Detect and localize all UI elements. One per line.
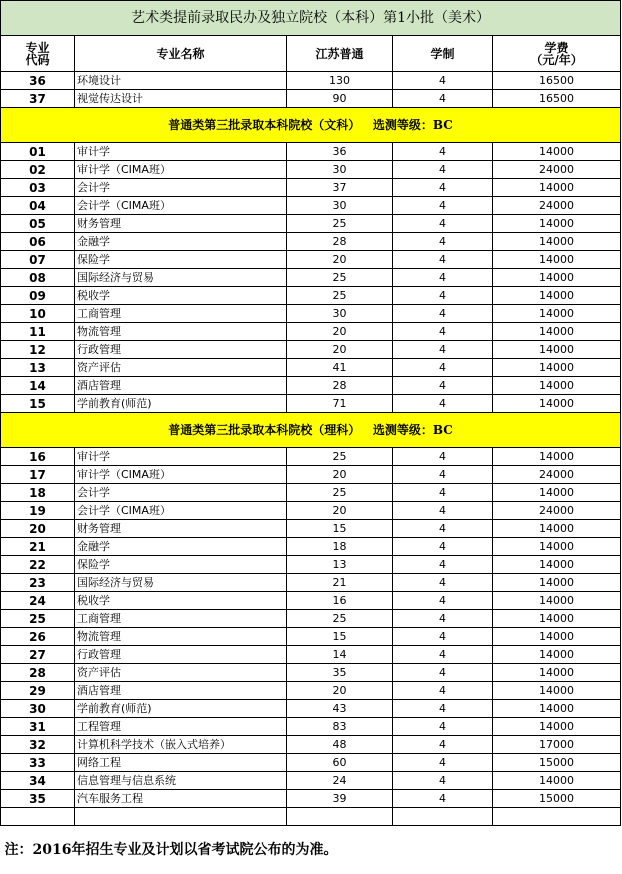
- major-code-cell: 26: [1, 628, 75, 646]
- fee-cell: 14000: [493, 664, 621, 682]
- years-cell: 4: [393, 287, 493, 305]
- major-code-cell: 19: [1, 502, 75, 520]
- section-wenke-row: [1, 108, 621, 143]
- table-row: [1, 574, 621, 592]
- years-cell: 4: [393, 790, 493, 808]
- plan-count-cell: 30: [287, 197, 393, 215]
- plan-count-cell: 60: [287, 754, 393, 772]
- fee-cell: 14000: [493, 323, 621, 341]
- plan-count-cell: 90: [287, 90, 393, 108]
- plan-count-cell: 43: [287, 700, 393, 718]
- major-code-cell: 27: [1, 646, 75, 664]
- fee-cell: 14000: [493, 377, 621, 395]
- header-years: 学制: [393, 36, 493, 72]
- major-name-cell: 资产评估: [75, 359, 287, 377]
- major-code-cell: 09: [1, 287, 75, 305]
- plan-count-cell: 71: [287, 395, 393, 413]
- years-cell: 4: [393, 143, 493, 161]
- table-row: [1, 772, 621, 790]
- major-name-cell: 工商管理: [75, 305, 287, 323]
- fee-cell: 14000: [493, 592, 621, 610]
- years-cell: 4: [393, 772, 493, 790]
- fee-cell: 14000: [493, 215, 621, 233]
- major-name-cell: 审计学: [75, 143, 287, 161]
- plan-count-cell: 13: [287, 556, 393, 574]
- major-name-cell: 审计学（CIMA班）: [75, 161, 287, 179]
- plan-count-cell: 30: [287, 305, 393, 323]
- fee-cell: 24000: [493, 161, 621, 179]
- fee-cell: 14000: [493, 520, 621, 538]
- major-code-cell: 24: [1, 592, 75, 610]
- years-cell: 4: [393, 610, 493, 628]
- fee-cell: 24000: [493, 502, 621, 520]
- empty-cell: [75, 808, 287, 826]
- major-name-cell: 税收学: [75, 287, 287, 305]
- table-row: [1, 484, 621, 502]
- major-code-cell: 31: [1, 718, 75, 736]
- major-code-cell: 04: [1, 197, 75, 215]
- table-row: [1, 287, 621, 305]
- major-code-cell: 10: [1, 305, 75, 323]
- fee-cell: 14000: [493, 287, 621, 305]
- section-like-heading: 普通类第三批录取本科院校（理科） 选测等级：BC: [1, 413, 621, 448]
- header-fee-line2: （元/年）: [493, 54, 620, 66]
- fee-cell: 14000: [493, 538, 621, 556]
- major-name-cell: 物流管理: [75, 323, 287, 341]
- fee-cell: 15000: [493, 790, 621, 808]
- table-row: [1, 215, 621, 233]
- major-code-cell: 16: [1, 448, 75, 466]
- table-row: [1, 72, 621, 90]
- fee-cell: 14000: [493, 359, 621, 377]
- major-name-cell: 金融学: [75, 233, 287, 251]
- years-cell: 4: [393, 484, 493, 502]
- major-name-cell: 会计学（CIMA班）: [75, 197, 287, 215]
- plan-count-cell: 25: [287, 484, 393, 502]
- major-code-cell: 23: [1, 574, 75, 592]
- fee-cell: 14000: [493, 610, 621, 628]
- major-name-cell: 会计学: [75, 179, 287, 197]
- major-name-cell: 财务管理: [75, 520, 287, 538]
- major-name-cell: 酒店管理: [75, 682, 287, 700]
- major-code-cell: 30: [1, 700, 75, 718]
- table-row: [1, 143, 621, 161]
- major-code-cell: 25: [1, 610, 75, 628]
- major-code-cell: 37: [1, 90, 75, 108]
- header-code-line2: 代码: [1, 54, 74, 66]
- table-row: [1, 628, 621, 646]
- major-name-cell: 国际经济与贸易: [75, 574, 287, 592]
- table-row: [1, 502, 621, 520]
- section-wenke-heading: 普通类第三批录取本科院校（文科） 选测等级：BC: [1, 108, 621, 143]
- table-row: [1, 233, 621, 251]
- years-cell: 4: [393, 538, 493, 556]
- years-cell: 4: [393, 754, 493, 772]
- table-row: [1, 197, 621, 215]
- major-name-cell: 审计学: [75, 448, 287, 466]
- years-cell: 4: [393, 718, 493, 736]
- plan-count-cell: 28: [287, 233, 393, 251]
- plan-count-cell: 16: [287, 592, 393, 610]
- years-cell: 4: [393, 520, 493, 538]
- years-cell: 4: [393, 90, 493, 108]
- empty-cell: [493, 808, 621, 826]
- major-code-cell: 13: [1, 359, 75, 377]
- major-code-cell: 06: [1, 233, 75, 251]
- years-cell: 4: [393, 305, 493, 323]
- note-row: [1, 826, 621, 874]
- plan-count-cell: 36: [287, 143, 393, 161]
- years-cell: 4: [393, 72, 493, 90]
- years-cell: 4: [393, 179, 493, 197]
- plan-count-cell: 24: [287, 772, 393, 790]
- major-code-cell: 03: [1, 179, 75, 197]
- plan-count-cell: 25: [287, 287, 393, 305]
- years-cell: 4: [393, 323, 493, 341]
- fee-cell: 14000: [493, 574, 621, 592]
- empty-row: [1, 808, 621, 826]
- major-code-cell: 01: [1, 143, 75, 161]
- plan-count-cell: 20: [287, 251, 393, 269]
- years-cell: 4: [393, 233, 493, 251]
- major-name-cell: 信息管理与信息系统: [75, 772, 287, 790]
- years-cell: 4: [393, 592, 493, 610]
- header-jiangsu: 江苏普通: [287, 36, 393, 72]
- table-row: [1, 341, 621, 359]
- major-name-cell: 酒店管理: [75, 377, 287, 395]
- plan-count-cell: 30: [287, 161, 393, 179]
- table-row: [1, 754, 621, 772]
- plan-count-cell: 37: [287, 179, 393, 197]
- major-name-cell: 物流管理: [75, 628, 287, 646]
- plan-count-cell: 48: [287, 736, 393, 754]
- major-code-cell: 15: [1, 395, 75, 413]
- major-name-cell: 环境设计: [75, 72, 287, 90]
- table-row: [1, 700, 621, 718]
- major-code-cell: 32: [1, 736, 75, 754]
- plan-count-cell: 41: [287, 359, 393, 377]
- major-code-cell: 14: [1, 377, 75, 395]
- fee-cell: 24000: [493, 466, 621, 484]
- fee-cell: 17000: [493, 736, 621, 754]
- fee-cell: 14000: [493, 269, 621, 287]
- table-row: [1, 718, 621, 736]
- table-row: [1, 646, 621, 664]
- header-row: [1, 36, 621, 72]
- major-name-cell: 计算机科学技术（嵌入式培养）: [75, 736, 287, 754]
- fee-cell: 16500: [493, 72, 621, 90]
- major-code-cell: 35: [1, 790, 75, 808]
- fee-cell: 14000: [493, 718, 621, 736]
- years-cell: 4: [393, 269, 493, 287]
- title-row: [1, 1, 621, 36]
- plan-count-cell: 21: [287, 574, 393, 592]
- footnote: 注：2016年招生专业及计划以省考试院公布的为准。: [1, 826, 621, 874]
- major-name-cell: 会计学: [75, 484, 287, 502]
- plan-count-cell: 15: [287, 520, 393, 538]
- fee-cell: 14000: [493, 628, 621, 646]
- major-name-cell: 保险学: [75, 251, 287, 269]
- years-cell: 4: [393, 700, 493, 718]
- fee-cell: 14000: [493, 251, 621, 269]
- plan-count-cell: 130: [287, 72, 393, 90]
- plan-count-cell: 20: [287, 502, 393, 520]
- major-code-cell: 29: [1, 682, 75, 700]
- major-code-cell: 02: [1, 161, 75, 179]
- years-cell: 4: [393, 682, 493, 700]
- major-code-cell: 11: [1, 323, 75, 341]
- table-row: [1, 269, 621, 287]
- fee-cell: 16500: [493, 90, 621, 108]
- major-code-cell: 28: [1, 664, 75, 682]
- plan-count-cell: 25: [287, 610, 393, 628]
- table-row: [1, 736, 621, 754]
- years-cell: 4: [393, 251, 493, 269]
- fee-cell: 14000: [493, 772, 621, 790]
- major-name-cell: 保险学: [75, 556, 287, 574]
- plan-count-cell: 25: [287, 269, 393, 287]
- major-code-cell: 05: [1, 215, 75, 233]
- empty-cell: [1, 808, 75, 826]
- table-row: [1, 377, 621, 395]
- fee-cell: 14000: [493, 305, 621, 323]
- years-cell: 4: [393, 502, 493, 520]
- table-row: [1, 556, 621, 574]
- plan-count-cell: 20: [287, 341, 393, 359]
- major-name-cell: 学前教育(师范): [75, 700, 287, 718]
- years-cell: 4: [393, 664, 493, 682]
- fee-cell: 15000: [493, 754, 621, 772]
- years-cell: 4: [393, 197, 493, 215]
- table-row: [1, 90, 621, 108]
- plan-count-cell: 18: [287, 538, 393, 556]
- table-row: [1, 251, 621, 269]
- fee-cell: 14000: [493, 143, 621, 161]
- table-row: [1, 610, 621, 628]
- fee-cell: 14000: [493, 484, 621, 502]
- major-code-cell: 07: [1, 251, 75, 269]
- years-cell: 4: [393, 395, 493, 413]
- major-name-cell: 工商管理: [75, 610, 287, 628]
- plan-count-cell: 83: [287, 718, 393, 736]
- fee-cell: 24000: [493, 197, 621, 215]
- fee-cell: 14000: [493, 179, 621, 197]
- major-code-cell: 36: [1, 72, 75, 90]
- major-code-cell: 34: [1, 772, 75, 790]
- header-name: 专业名称: [75, 36, 287, 72]
- fee-cell: 14000: [493, 395, 621, 413]
- table-row: [1, 520, 621, 538]
- major-name-cell: 国际经济与贸易: [75, 269, 287, 287]
- major-name-cell: 财务管理: [75, 215, 287, 233]
- major-name-cell: 金融学: [75, 538, 287, 556]
- major-name-cell: 税收学: [75, 592, 287, 610]
- fee-cell: 14000: [493, 646, 621, 664]
- plan-count-cell: 25: [287, 448, 393, 466]
- major-name-cell: 审计学（CIMA班）: [75, 466, 287, 484]
- table-row: [1, 466, 621, 484]
- fee-cell: 14000: [493, 448, 621, 466]
- major-name-cell: 行政管理: [75, 341, 287, 359]
- major-name-cell: 视觉传达设计: [75, 90, 287, 108]
- major-name-cell: 学前教育(师范): [75, 395, 287, 413]
- header-code: [1, 36, 75, 72]
- table-row: [1, 161, 621, 179]
- table-row: [1, 323, 621, 341]
- years-cell: 4: [393, 448, 493, 466]
- major-code-cell: 33: [1, 754, 75, 772]
- years-cell: 4: [393, 736, 493, 754]
- years-cell: 4: [393, 215, 493, 233]
- table-row: [1, 592, 621, 610]
- major-code-cell: 21: [1, 538, 75, 556]
- table-row: [1, 359, 621, 377]
- table-row: [1, 448, 621, 466]
- years-cell: 4: [393, 341, 493, 359]
- header-code-line1: 专业: [1, 42, 74, 54]
- years-cell: 4: [393, 466, 493, 484]
- plan-count-cell: 28: [287, 377, 393, 395]
- plan-count-cell: 39: [287, 790, 393, 808]
- header-fee-line1: 学费: [493, 42, 620, 54]
- major-code-cell: 08: [1, 269, 75, 287]
- major-name-cell: 汽车服务工程: [75, 790, 287, 808]
- years-cell: 4: [393, 556, 493, 574]
- major-code-cell: 12: [1, 341, 75, 359]
- header-fee: [493, 36, 621, 72]
- years-cell: 4: [393, 574, 493, 592]
- fee-cell: 14000: [493, 233, 621, 251]
- plan-count-cell: 20: [287, 323, 393, 341]
- years-cell: 4: [393, 377, 493, 395]
- major-name-cell: 资产评估: [75, 664, 287, 682]
- major-name-cell: 网络工程: [75, 754, 287, 772]
- table-row: [1, 305, 621, 323]
- table-title: 艺术类提前录取民办及独立院校（本科）第1小批（美术）: [1, 1, 621, 36]
- plan-count-cell: 20: [287, 466, 393, 484]
- plan-count-cell: 25: [287, 215, 393, 233]
- major-code-cell: 22: [1, 556, 75, 574]
- table-row: [1, 395, 621, 413]
- years-cell: 4: [393, 161, 493, 179]
- fee-cell: 14000: [493, 682, 621, 700]
- fee-cell: 14000: [493, 700, 621, 718]
- fee-cell: 14000: [493, 341, 621, 359]
- major-name-cell: 工程管理: [75, 718, 287, 736]
- years-cell: 4: [393, 628, 493, 646]
- years-cell: 4: [393, 646, 493, 664]
- empty-cell: [287, 808, 393, 826]
- plan-count-cell: 20: [287, 682, 393, 700]
- table-row: [1, 682, 621, 700]
- plan-count-cell: 15: [287, 628, 393, 646]
- major-code-cell: 20: [1, 520, 75, 538]
- major-code-cell: 17: [1, 466, 75, 484]
- major-code-cell: 18: [1, 484, 75, 502]
- table-row: [1, 790, 621, 808]
- section-like-row: [1, 413, 621, 448]
- major-name-cell: 会计学（CIMA班）: [75, 502, 287, 520]
- plan-count-cell: 35: [287, 664, 393, 682]
- years-cell: 4: [393, 359, 493, 377]
- major-name-cell: 行政管理: [75, 646, 287, 664]
- empty-cell: [393, 808, 493, 826]
- table-row: [1, 179, 621, 197]
- table-row: [1, 538, 621, 556]
- fee-cell: 14000: [493, 556, 621, 574]
- table-row: [1, 664, 621, 682]
- plan-count-cell: 14: [287, 646, 393, 664]
